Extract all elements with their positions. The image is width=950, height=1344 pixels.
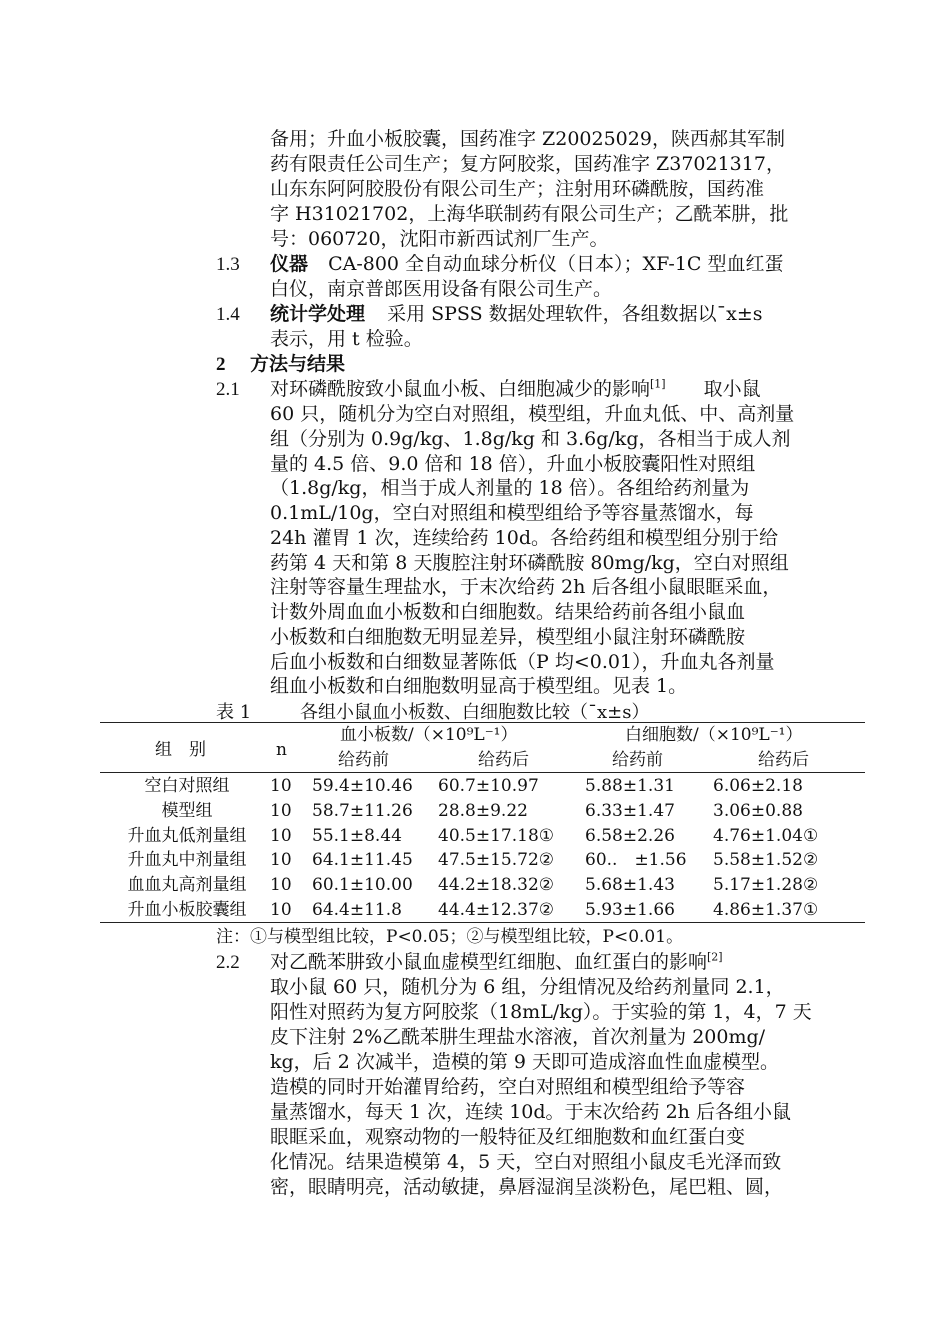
table-note: 注：①与模型组比较，P<0.05；②与模型组比较，P<0.01。 [216,927,684,947]
section-2-1-line-2: 组（分别为 0.9g/kg、1.8g/kg 和 3.6g/kg，各相当于成人剂 [270,427,791,450]
section-2-1-title-tail: 取小鼠 [703,378,761,400]
table-cell-n: 10 [270,825,292,846]
table-cell-plt-before: 55.1±8.44 [312,825,402,846]
table-cell-plt-after: 40.5±17.18① [438,825,555,846]
table-bottom-rule [100,922,865,923]
section-2-1-line-3: 量的 4.5 倍、9.0 倍和 18 倍），升血小板胶囊阳性对照组 [270,452,756,475]
table-cell-n: 10 [270,850,292,871]
table-header-group: 组 别 [155,740,206,760]
table-cell-group: 升血丸低剂量组 [127,825,247,846]
section-1-3-heading: 仪器 [270,253,309,275]
table-cell-plt-after: 60.7±10.97 [438,776,539,796]
section-2-2-line-2: 阳性对照药为复方阿胶浆（18mL/kg）。于实验的第 1，4，7 天 [270,1001,812,1023]
section-2-2-line-5: 造模的同时开始灌胃给药，空白对照组和模型组给予等容 [270,1076,746,1098]
section-2-1-title: 对环磷酰胺致小鼠血小板、白细胞减少的影响 [270,378,651,400]
table-cell-n: 10 [270,800,292,821]
section-2-heading: 方法与结果 [250,353,346,375]
table-header-rule [100,772,865,773]
table-cell-plt-before: 60.1±10.00 [312,875,413,896]
table-cell-wbc-after: 5.58±1.52② [713,850,819,871]
section-2-2-title-line [270,950,723,975]
table-cell-plt-after: 28.8±9.22 [438,800,528,821]
table-cell-group: 血血丸高剂量组 [127,875,247,896]
section-1-4-line-2: 表示，用 t 检验。 [270,328,423,350]
section-2-2-ref: [2] [707,950,723,964]
section-2-2-number: 2.2 [216,952,240,973]
table-cell-wbc-after: 6.06±2.18 [713,776,803,796]
section-2-1-ref: [1] [650,377,666,391]
table-cell-group: 模型组 [161,800,213,821]
table-header-wbc-after: 给药后 [758,750,809,770]
section-2-2-title: 对乙酰苯肼致小鼠血虚模型红细胞、血红蛋白的影响 [270,951,708,973]
materials-line-4: 字 H31021702，上海华联制药有限公司生产；乙酰苯肼，批 [270,203,789,225]
table-cell-wbc-after: 4.86±1.37① [713,900,819,920]
section-1-4-heading: 统计学处理 [270,303,366,325]
table-cell-wbc-before: 5.93±1.66 [585,900,675,920]
table-cell-n: 10 [270,776,292,796]
table-cell-plt-before: 64.4±11.8 [312,900,402,920]
section-1-4-number: 1.4 [216,304,240,325]
table-cell-wbc-after: 3.06±0.88 [713,800,803,821]
materials-line-3: 山东东阿阿胶股份有限公司生产；注射用环磷酰胺，国药准 [270,178,765,200]
table-cell-plt-after: 47.5±15.72② [438,850,555,871]
section-1-3-line-1 [270,252,784,277]
section-2-2-line-4: kg，后 2 次减半，造模的第 9 天即可造成溶血性血虚模型。 [270,1051,780,1073]
table-cell-group: 升血小板胶囊组 [127,900,247,920]
section-2-number: 2 [216,354,226,375]
section-2-2-line-6: 量蒸馏水，每天 1 次，连续 10d。于末次给药 2h 后各组小鼠 [270,1101,791,1123]
table-header-wbc-before: 给药前 [612,750,663,770]
section-1-4-text: 采用 SPSS 数据处理软件，各组数据以¯x±s [387,303,763,325]
table-cell-plt-before: 58.7±11.26 [312,800,413,821]
table-cell-plt-after: 44.2±18.32② [438,875,555,896]
table-header-platelet: 血小板数/（×10⁹L⁻¹） [340,725,518,745]
table-cell-wbc-before: 60.. ±1.56 [585,850,687,871]
section-1-3-line-2: 白仪，南京普郎医用设备有限公司生产。 [270,278,613,300]
table-header-plt-before: 给药前 [338,750,389,770]
section-2-1-line-6: 24h 灌胃 1 次，连续给药 10d。各给药组和模型组分别于给 [270,526,779,549]
section-2-2-line-8: 化情况。结果造模第 4，5 天，空白对照组小鼠皮毛光泽而致 [270,1151,782,1173]
table-cell-wbc-before: 6.58±2.26 [585,825,675,846]
section-2-2-line-7: 眼眶采血，观察动物的一般特征及红细胞数和血红蛋白变 [270,1126,746,1148]
table-cell-plt-after: 44.4±12.37② [438,900,555,920]
table-header-wbc: 白细胞数/（×10⁹L⁻¹） [625,725,803,745]
section-1-4-line-1 [270,302,763,327]
section-2-2-line-3: 皮下注射 2%乙酰苯肼生理盐水溶液，首次剂量为 200mg/ [270,1026,766,1048]
table-cell-plt-before: 64.1±11.45 [312,850,413,871]
section-2-2-line-1: 取小鼠 60 只，随机分为 6 组，分组情况及给药剂量同 2.1， [270,976,785,998]
section-2-1-title-line [270,377,761,402]
section-2-1-number: 2.1 [216,379,240,400]
section-1-3-text: CA-800 全自动血球分析仪（日本）；XF-1C 型血红蛋 [328,253,784,275]
table-cell-n: 10 [270,900,292,920]
table-cell-wbc-before: 5.68±1.43 [585,875,675,896]
materials-line-1: 备用；升血小板胶囊，国药准字 Z20025029，陕西郝其军制 [270,128,785,150]
table-cell-wbc-after: 5.17±1.28② [713,875,819,896]
section-2-2-line-9: 密，眼睛明亮，活动敏捷，鼻唇湿润呈淡粉色，尾巴粗、圆， [270,1176,784,1198]
section-2-1-line-11: 后血小板数和白细数显著陈低（P 均<0.01），升血丸各剂量 [270,650,775,673]
section-2-1-line-9: 计数外周血血小板数和白细胞数。结果给药前各组小鼠血 [270,601,746,623]
materials-line-2: 药有限责任公司生产；复方阿胶浆，国药准字 Z37021317， [270,153,785,175]
table-cell-wbc-before: 5.88±1.31 [585,776,675,796]
table-1-caption: 各组小鼠血小板数、白细胞数比较（¯x±s） [300,702,650,723]
section-2-1-line-5: 0.1mL/10g，空白对照组和模型组给予等容量蒸馏水，每 [270,502,754,524]
section-2-1-line-10: 小板数和白细胞数无明显差异，模型组小鼠注射环磷酰胺 [270,625,746,648]
table-1-caption-number: 表 1 [216,702,252,723]
table-header-plt-after: 给药后 [478,750,529,770]
section-2-1-line-7: 药第 4 天和第 8 天腹腔注射环磷酰胺 80mg/kg，空白对照组 [270,551,789,574]
section-2-1-line-1: 60 只，随机分为空白对照组，模型组，升血丸低、中、高剂量 [270,403,795,425]
table-cell-wbc-after: 4.76±1.04① [713,825,819,846]
section-2-1-line-4: （1.8g/kg，相当于成人剂量的 18 倍）。各组给药剂量为 [270,477,750,500]
table-header-n: n [276,740,287,760]
table-cell-wbc-before: 6.33±1.47 [585,800,675,821]
table-cell-group: 升血丸中剂量组 [127,850,247,871]
materials-line-5: 号：060720，沈阳市新西试剂厂生产。 [270,228,609,250]
section-2-1-line-12: 组血小板数和白细胞数明显高于模型组。见表 1。 [270,675,688,698]
table-cell-n: 10 [270,875,292,896]
table-cell-group: 空白对照组 [144,776,230,796]
section-2-1-line-8: 注射等容量生理盐水，于末次给药 2h 后各组小鼠眼眶采血， [270,576,782,599]
table-cell-plt-before: 59.4±10.46 [312,776,413,796]
section-1-3-number: 1.3 [216,254,240,275]
